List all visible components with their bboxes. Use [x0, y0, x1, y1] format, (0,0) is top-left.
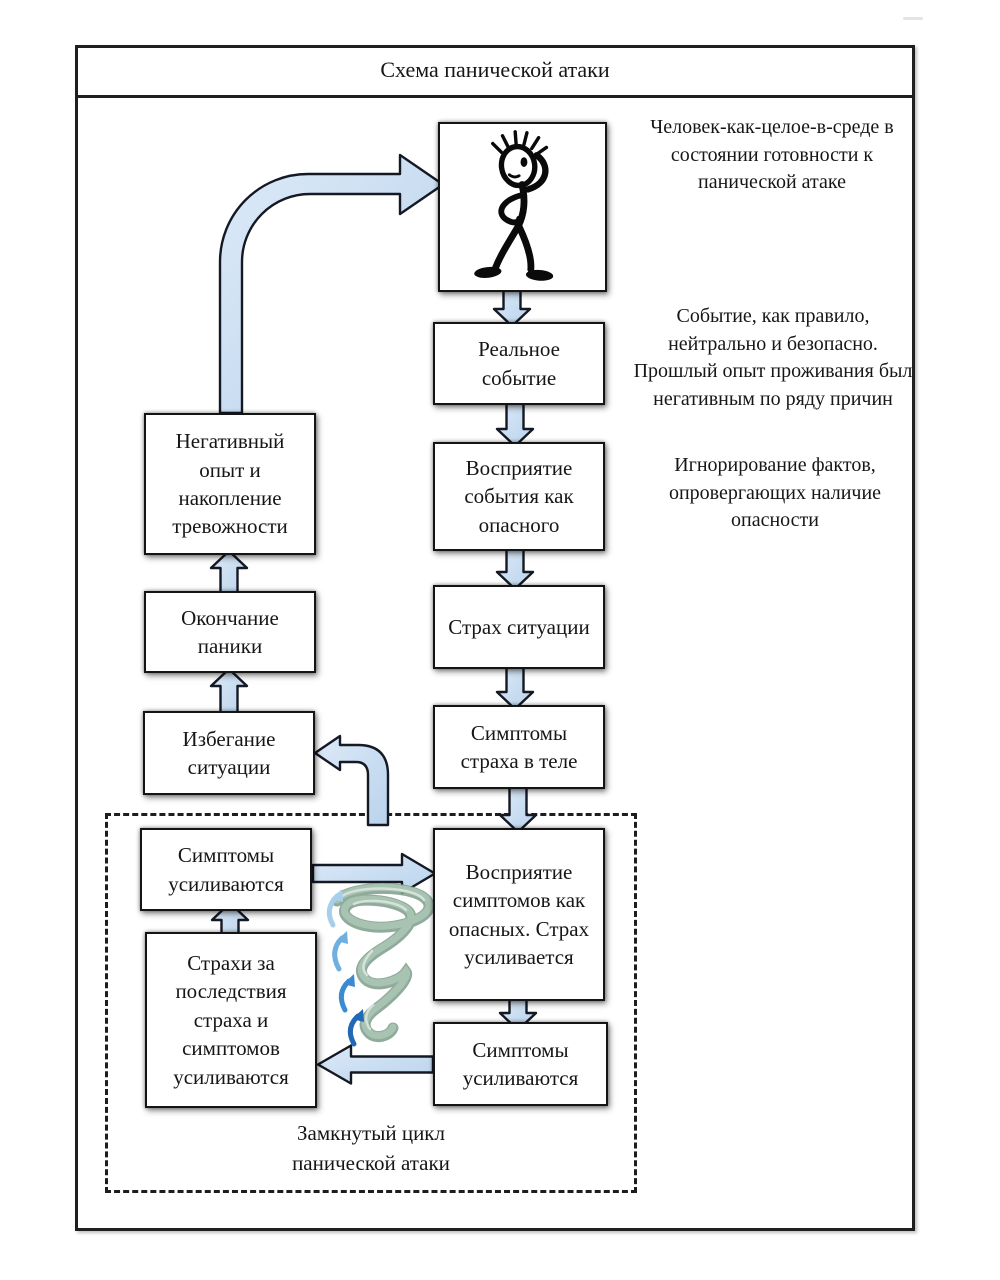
flow-box-symptoms-intensify-right: Симптомы усиливаются	[433, 1022, 608, 1106]
flow-box-panic-end: Окончание паники	[144, 591, 316, 673]
annotation-ignoring-facts: Игнорирование фактов, опровергающих наличие опасности	[668, 454, 882, 532]
flow-box-symptoms-intensify-left: Симптомы усиливаются	[140, 828, 312, 911]
flow-box-symptoms-perceived-dangerous: Восприятие симптомов как опасных. Страх усиливается	[433, 828, 605, 1001]
flow-box-negative-experience: Негативный опыт и накопление тревожности	[144, 413, 316, 555]
flow-box-real-event: Реальное событие	[433, 322, 605, 405]
scan-artifact-dash	[903, 17, 923, 20]
flow-box-avoidance: Избегание ситуации	[143, 711, 315, 795]
annotation-ready-state: Человек-как-целое-в-среде в состоянии готовности к панической атаке	[650, 116, 894, 194]
flow-box-fear-symptoms-in-body: Симптомы страха в теле	[433, 705, 605, 789]
flow-box-fear-of-situation: Страх ситуации	[433, 585, 605, 669]
flow-box-fears-of-consequences: Страхи за последствия страха и симптомов усиливаются	[145, 932, 317, 1108]
diagram-title: Схема панической атаки	[75, 45, 915, 98]
panicking-person-icon	[440, 122, 605, 292]
flow-box-event-perceived-dangerous: Восприятие события как опасного	[433, 442, 605, 551]
person-in-environment-box	[438, 122, 607, 292]
closed-cycle-label: Замкнутый цикл панической атаки	[292, 1121, 450, 1176]
annotation-event-note: Событие, как правило, нейтрально и безопасно. Прошлый опыт проживания был негативным по ряду причин	[633, 305, 913, 410]
